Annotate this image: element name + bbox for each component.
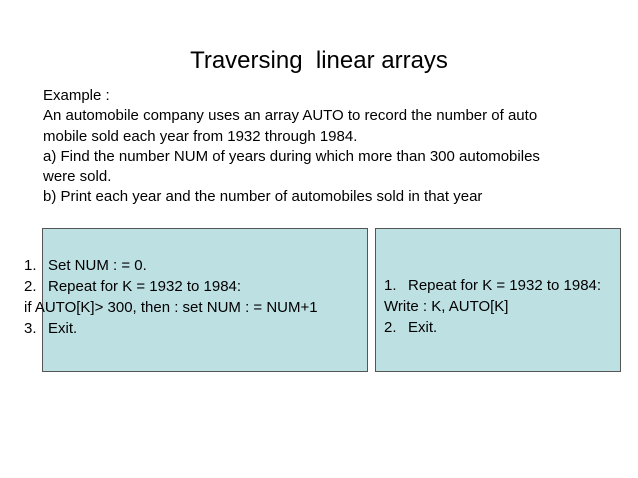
step-text: Exit. [408, 319, 438, 336]
step-text: Set NUM : = 0. [48, 257, 147, 274]
right-step-2 [384, 317, 601, 338]
left-step-2 [24, 276, 318, 297]
left-step-3 [24, 318, 318, 339]
example-line: An automobile company uses an array AUTO to record the number of auto [43, 107, 538, 125]
example-line: b) Print each year and the number of automobiles sold in that year [43, 188, 483, 206]
step-text: Repeat for K = 1932 to 1984: [48, 278, 242, 295]
example-line: were sold. [43, 168, 112, 186]
example-text [43, 86, 623, 208]
example-line: mobile sold each year from 1932 through 1984. [43, 127, 358, 145]
step-number: 2. [24, 278, 37, 295]
left-condition: if AUTO[K]> 300, then : set NUM : = NUM+1 [24, 299, 318, 316]
slide-title: Traversing linear arrays [190, 47, 448, 74]
step-number: 3. [24, 320, 37, 337]
step-number: 2. [384, 319, 397, 336]
example-line: Example : [43, 87, 110, 104]
right-write: Write : K, AUTO[K] [384, 298, 509, 315]
step-text: Exit. [48, 320, 78, 337]
example-line: a) Find the number NUM of years during which more than 300 automobiles [43, 147, 540, 165]
left-step-1 [24, 255, 318, 276]
step-text: Repeat for K = 1932 to 1984: [408, 277, 602, 294]
step-number: 1. [24, 257, 37, 274]
right-step-1 [384, 275, 601, 296]
left-algorithm [24, 255, 318, 339]
right-algorithm [384, 275, 601, 338]
step-number: 1. [384, 277, 397, 294]
